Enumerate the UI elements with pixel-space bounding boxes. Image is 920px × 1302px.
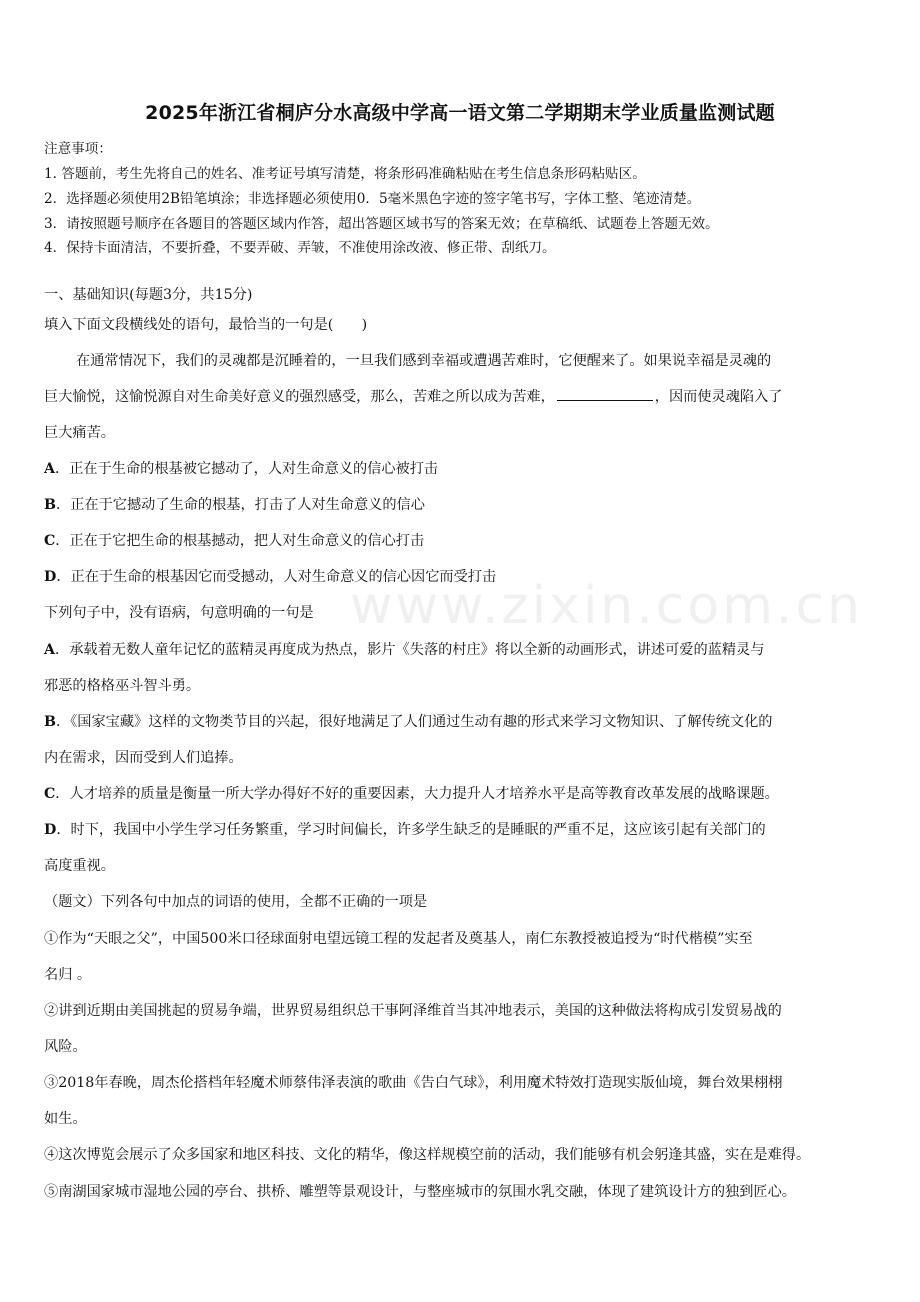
- option-letter: A: [44, 461, 56, 477]
- notes-item: 3．请按照题号顺序在各题目的答题区域内作答，超出答题区域书写的答案无效；在草稿纸、试题卷上答题无效。: [44, 216, 719, 232]
- option-item: [44, 783, 779, 803]
- option-letter: C: [44, 786, 56, 802]
- section-heading: 一、基础知识(每题3分，共15分): [44, 287, 253, 303]
- statement-item: ①作为“天眼之父”，中国500米口径球面射电望远镜工程的发起者及奠基人，南仁东教授被追授为“时代楷模”实至: [44, 931, 753, 947]
- option-continuation: 内在需求，因而受到人们追捧。: [44, 750, 243, 766]
- option-letter: B: [44, 714, 56, 730]
- option-item: [44, 566, 496, 586]
- statement-item: ⑤南湖国家城市湿地公园的亭台、拱桥、雕塑等景观设计，与整座城市的氛围水乳交融，体现了建筑设计方的独到匠心。: [44, 1184, 796, 1200]
- passage-text: 巨大愉悦，这愉悦源自对生命美好意义的强烈感受，那么，苦难之所以成为苦难，: [44, 389, 555, 405]
- passage-line: 在通常情况下，我们的灵魂都是沉睡着的，一旦我们感到幸福或遭遇苦难时，它便醒来了。如果说幸福是灵魂的: [76, 353, 772, 369]
- option-text: ．正在于它撼动了生命的根基，打击了人对生命意义的信心: [56, 497, 425, 513]
- option-item: [44, 494, 425, 514]
- statement-item: ②讲到近期由美国挑起的贸易争端，世界贸易组织总干事阿泽维首当其冲地表示，美国的这种做法将构成引发贸易战的: [44, 1003, 782, 1019]
- passage-line: [44, 386, 782, 406]
- option-item: [44, 530, 424, 550]
- passage-text: ，因而使灵魂陷入了: [654, 389, 783, 405]
- option-continuation: 邪恶的格格巫斗智斗勇。: [44, 678, 201, 694]
- option-letter: C: [44, 533, 56, 549]
- notes-heading: 注意事项：: [44, 141, 112, 157]
- option-item: [44, 711, 772, 731]
- notes-item: 1. 答题前，考生先将自己的姓名、准考证号填写清楚，将条形码准确粘贴在考生信息条形码粘贴区。: [44, 166, 646, 182]
- option-text: ．正在于它把生命的根基撼动，把人对生命意义的信心打击: [55, 533, 425, 549]
- option-text: ．正在于生命的根基被它撼动了，人对生命意义的信心被打击: [55, 461, 439, 477]
- notes-item: 2．选择题必须使用2B铅笔填涂；非选择题必须使用0．5毫米黑色字迹的签字笔书写，字体工整、笔迹清楚。: [44, 191, 701, 207]
- question-stem: （题文）下列各句中加点的词语的使用，全都不正确的一项是: [44, 894, 428, 910]
- option-letter: A: [44, 642, 56, 658]
- question-stem: 填入下面文段横线处的语句，最恰当的一句是( ): [44, 317, 368, 333]
- option-item: [44, 639, 764, 659]
- watermark-text: www.zixin.com.cn: [350, 576, 863, 636]
- answer-blank: [557, 386, 653, 401]
- option-item: [44, 458, 438, 478]
- statement-continuation: 如生。: [44, 1111, 87, 1127]
- option-text: ．承载着无数人童年记忆的蓝精灵再度成为热点，影片《失落的村庄》将以全新的动画形式，讲述可爱的蓝精灵与: [55, 642, 765, 658]
- option-text: ．正在于生命的根基因它而受撼动，人对生命意义的信心因它而受打击: [56, 569, 497, 585]
- option-letter: B: [44, 497, 56, 513]
- statement-continuation: 风险。: [44, 1039, 87, 1055]
- question-stem: 下列句子中，没有语病，句意明确的一句是: [44, 605, 314, 621]
- option-text: ．人才培养的质量是衡量一所大学办得好不好的重要因素，大力提升人才培养水平是高等教育改革发展的战略课题。: [55, 786, 779, 802]
- option-letter: D: [44, 822, 57, 838]
- page-title: 2025年浙江省桐庐分水高级中学高一语文第二学期期末学业质量监测试题: [145, 102, 775, 124]
- option-letter: D: [44, 569, 57, 585]
- statement-item: ③2018年春晚，周杰伦搭档年轻魔术师蔡伟泽表演的歌曲《告白气球》，利用魔术特效打造现实版仙境，舞台效果栩栩: [44, 1075, 783, 1091]
- option-item: [44, 819, 766, 839]
- notes-item: 4．保持卡面清洁，不要折叠，不要弄破、弄皱，不准使用涂改液、修正带、刮纸刀。: [44, 240, 556, 256]
- option-text: ．时下，我国中小学生学习任务繁重，学习时间偏长，许多学生缺乏的是睡眠的严重不足，这应该引起有关部门的: [56, 822, 766, 838]
- option-text: ．《国家宝藏》这样的文物类节目的兴起，很好地满足了人们通过生动有趣的形式来学习文物知识、了解传统文化的: [56, 714, 773, 730]
- statement-item: ④这次博览会展示了众多国家和地区科技、文化的精华，像这样规模空前的活动，我们能够有机会躬逢其盛，实在是难得。: [44, 1147, 811, 1163]
- statement-continuation: 名归 。: [44, 967, 92, 983]
- passage-line: 巨大痛苦。: [44, 425, 115, 441]
- option-continuation: 高度重视。: [44, 858, 115, 874]
